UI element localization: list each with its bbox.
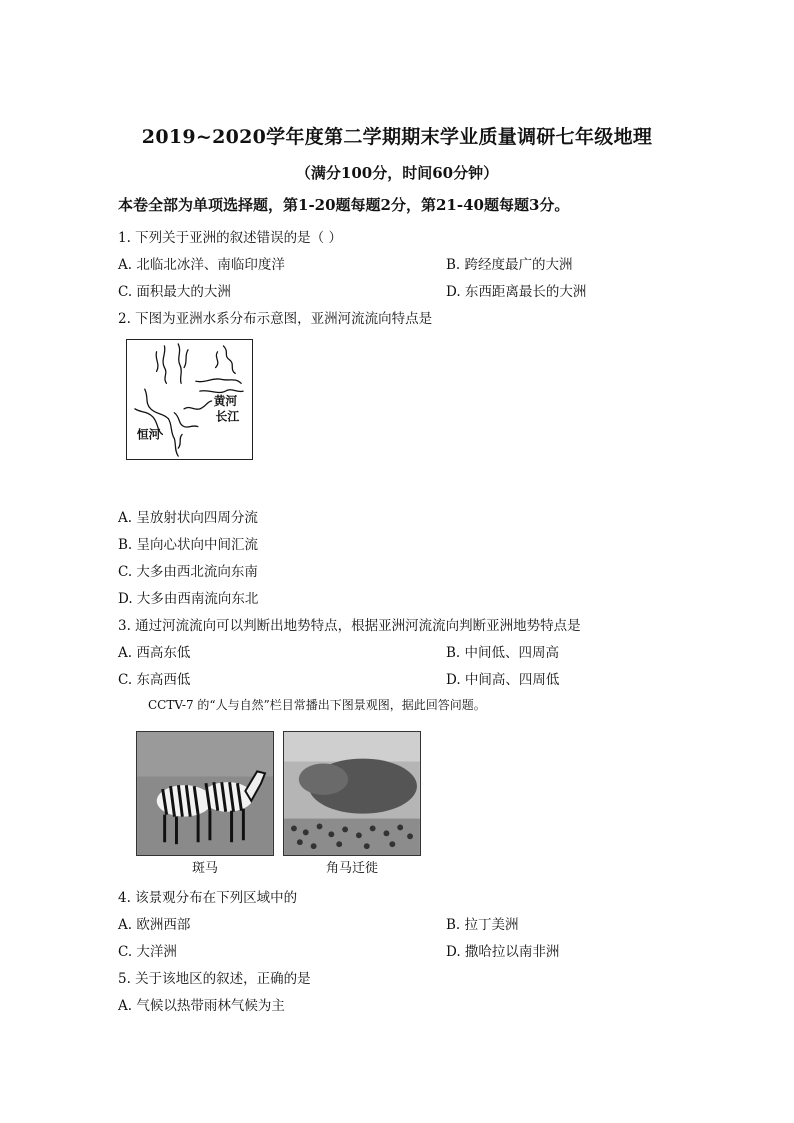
q4-option-b: B. 拉丁美洲 bbox=[446, 917, 519, 933]
q4-option-c: C. 大洋洲 bbox=[118, 944, 177, 960]
q2-stem: 2. 下图为亚洲水系分布示意图，亚洲河流流向特点是 bbox=[118, 311, 433, 327]
q4-option-d: D. 撒哈拉以南非洲 bbox=[446, 944, 560, 960]
river-map-drawing bbox=[127, 340, 252, 459]
q5-option-a: A. 气候以热带雨林气候为主 bbox=[118, 998, 285, 1014]
q5-stem: 5. 关于该地区的叙述，正确的是 bbox=[118, 971, 311, 987]
q4-stem: 4. 该景观分布在下列区域中的 bbox=[118, 890, 298, 906]
q3-option-a: A. 西高东低 bbox=[118, 645, 191, 661]
wildebeest-photo bbox=[283, 731, 421, 856]
q2-option-d: D. 大多由西南流向东北 bbox=[118, 591, 259, 607]
exam-instruction: 本卷全部为单项选择题，第1-20题每题2分，第21-40题每题3分。 bbox=[118, 196, 570, 214]
zebra-photo bbox=[136, 731, 274, 856]
q1-option-d: D. 东西距离最长的大洲 bbox=[446, 284, 587, 300]
exam-subtitle: （满分100分，时间60分钟） bbox=[295, 164, 499, 182]
q3-stem: 3. 通过河流流向可以判断出地势特点，根据亚洲河流流向判断亚洲地势特点是 bbox=[118, 618, 581, 634]
zebra-image bbox=[137, 732, 273, 855]
q2-option-a: A. 呈放射状向四周分流 bbox=[118, 510, 258, 526]
q3-option-b: B. 中间低、四周高 bbox=[446, 645, 560, 661]
q4-option-a: A. 欧洲西部 bbox=[118, 917, 191, 933]
wildebeest-image bbox=[284, 732, 420, 855]
q3-option-d: D. 中间高、四周低 bbox=[446, 672, 560, 688]
material-text: CCTV-7 的“人与自然”栏目常播出下图景观图，据此回答问题。 bbox=[148, 698, 486, 712]
q1-option-c: C. 面积最大的大洲 bbox=[118, 284, 231, 300]
q2-option-c: C. 大多由西北流向东南 bbox=[118, 564, 258, 580]
map-label-changjiang: 长江 bbox=[215, 409, 240, 424]
map-label-henghe: 恒河 bbox=[136, 427, 161, 442]
q1-stem: 1. 下列关于亚洲的叙述错误的是（ ） bbox=[118, 230, 342, 246]
exam-title: 2019~2020学年度第二学期期末学业质量调研七年级地理 bbox=[141, 126, 653, 148]
q3-option-c: C. 东高西低 bbox=[118, 672, 191, 688]
q2-option-b: B. 呈向心状向中间汇流 bbox=[118, 537, 259, 553]
q1-option-a: A. 北临北冰洋、南临印度洋 bbox=[118, 257, 285, 273]
q1-option-b: B. 跨经度最广的大洲 bbox=[446, 257, 573, 273]
asia-river-map bbox=[126, 339, 253, 460]
map-label-huanghe: 黄河 bbox=[213, 393, 238, 408]
wildebeest-caption: 角马迁徙 bbox=[325, 861, 378, 876]
zebra-caption: 斑马 bbox=[191, 861, 218, 876]
